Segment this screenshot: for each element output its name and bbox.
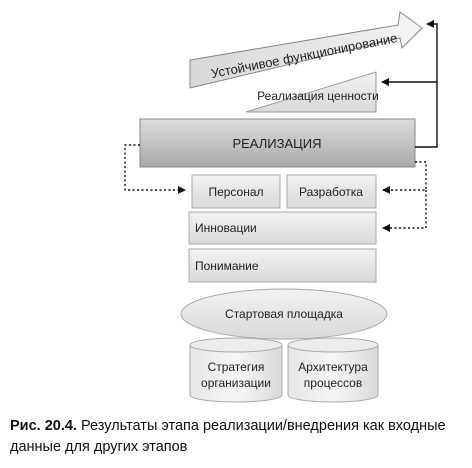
- architecture-cylinder: [288, 338, 378, 402]
- realization-bar: [140, 119, 415, 167]
- development-box: [287, 175, 376, 208]
- understanding-box: [189, 249, 376, 282]
- launchpad-label: Стартовая площадка: [225, 307, 343, 321]
- value-realization-label: Реализация ценности: [257, 89, 379, 103]
- strategy-line2: организации: [201, 376, 271, 390]
- strategy-cylinder: [190, 338, 282, 402]
- personnel-label: Персонал: [208, 185, 264, 199]
- architecture-line1: Архитектура: [298, 360, 368, 374]
- feedback-solid-line: [415, 24, 437, 147]
- development-label: Разработка: [299, 185, 363, 199]
- arrow-label: Устойчивое функционирование: [209, 30, 399, 82]
- innovation-label: Инновации: [195, 221, 257, 235]
- caption-text: Результаты этапа реализации/внедрения как входные данные для других этапов: [10, 418, 446, 455]
- strategy-line1: Стратегия: [207, 360, 265, 374]
- dotted-right-lower: [383, 190, 426, 228]
- figure-caption: [10, 416, 465, 458]
- personnel-box: [192, 175, 280, 208]
- architecture-line2: процессов: [303, 376, 363, 390]
- caption-label: Рис. 20.4.: [10, 418, 77, 434]
- realization-label: РЕАЛИЗАЦИЯ: [232, 136, 322, 151]
- sustainable-operation-arrow: [190, 12, 422, 88]
- innovation-box: [189, 212, 376, 244]
- value-realization-block: [246, 72, 379, 112]
- understanding-label: Понимание: [195, 259, 259, 273]
- launchpad-ellipse: [181, 289, 387, 339]
